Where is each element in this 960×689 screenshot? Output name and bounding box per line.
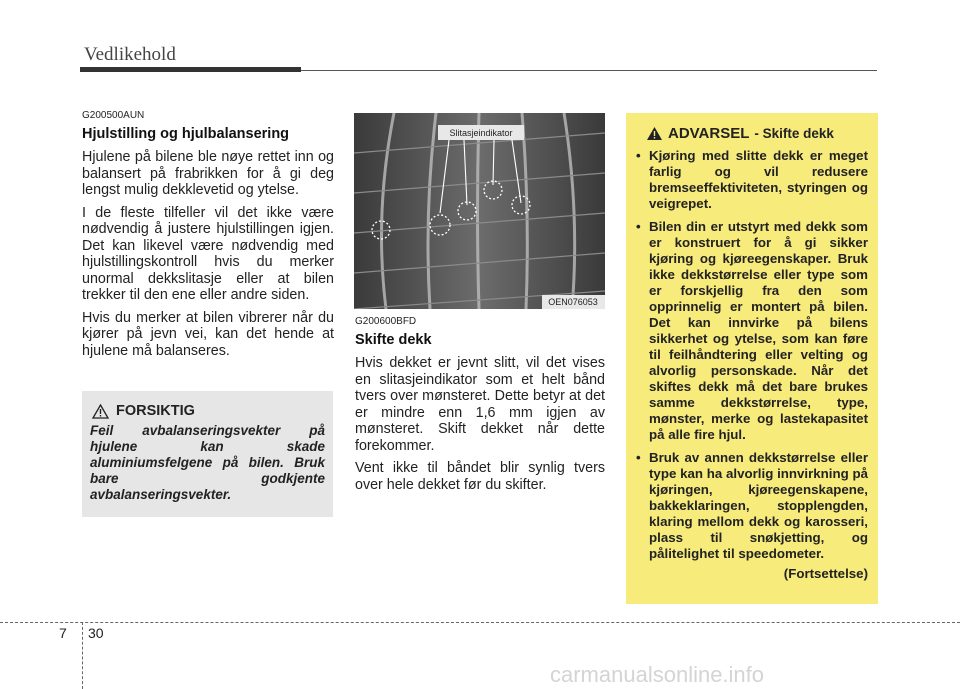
figure-code: OEN076053 [548,297,598,307]
warning-box [626,113,878,604]
continued-label: (Fortsettelse) [783,566,868,581]
section-code: G200500AUN [82,110,145,121]
warning-heading [646,125,868,142]
header-rule-thin [301,70,877,71]
warning-subtitle: - Skifte dekk [754,126,834,141]
paragraph: Hvis dekket er jevnt slitt, vil det vises en slitasjeindikator som et helt bånd tvers over mønsteret. Dette betyr at det er mindre enn 1,6 mm igjen av mønsteret. Skift dekket når dette forekommer. [355,355,605,454]
warning-triangle-icon [646,126,663,141]
paragraph: Vent ikke til båndet blir synlig tvers over hele dekket før du skifter. [355,460,605,493]
warning-title: ADVARSEL [668,125,750,142]
caution-triangle-icon [92,404,109,419]
paragraph: Hjulene på bilene ble nøye rettet inn og balansert på frabrikken for å gi deg lengst mulig dekklevetid og ytelse. [82,149,334,198]
paragraph: I de fleste tilfeller vil det ikke være nødvendig å justere hjulstillingen igjen. Det kan likevel være nødvendig med hjulstillingskontroll hvis du merker unormal dekkslitasje eller at bilen trekker til den ene eller andre siden. [82,204,334,303]
chapter-number: 7 [59,625,67,641]
section-code: G200600BFD [355,316,417,327]
footer-page-divider [82,622,83,689]
watermark: carmanualsonline.info [550,662,765,687]
tire-change-section [355,316,605,499]
section-heading: Hjulstilling og hjulbalansering [82,126,290,142]
caution-box [82,391,333,517]
footer-divider [0,622,960,623]
section-heading: Skifte dekk [355,332,432,348]
caution-title: FORSIKTIG [116,403,195,419]
warning-item: • Bilen din er utstyrt med dekk som er konstruert for å gi sikker kjøring og kjøreegenskaper. Bruk ikke dekkstørrelse eller type som er forskjellig fra den som opprinnelig er montert på bilen. Det kan innvirke på bilens sikkerhet og ytelse, som kan føre til feilhåndtering eller velting og alvorlig personskade. Når det skiftes dekk må det bare brukes samme dekkstørrelse, type, mønster, merke og lastekapasitet på alle fire hjul. [636,219,868,443]
paragraph: Hvis du merker at bilen vibrerer når du kjører på jevn vei, kan det hende at hjulene må balanseres. [82,309,334,359]
caution-heading [92,403,325,419]
caution-text: Feil avbalanseringsvekter på hjulene kan skade aluminiumsfelgene på bilen. Bruk bare godkjente avbalanseringsvekter. [90,423,325,502]
section-title: Vedlikehold [84,44,176,65]
tire-wear-indicator-figure [354,113,605,309]
warning-list [636,148,868,562]
warning-item: • Kjøring med slitte dekk er meget farlig og vil redusere bremseeffektiviteten, styringen og veigrepet. [636,148,868,212]
wheel-alignment-section [82,110,334,365]
page-number: 30 [88,625,104,641]
header-rule-thick [80,67,301,72]
warning-item: • Bruk av annen dekkstørrelse eller type kan ha alvorlig innvirkning på kjøringen, kjøreegenskapene, bakkeklaringen, stopplengden, klaring mellom dekk og karosseri, plass til snøkjetting, og pålitelighet til speedometer. [636,450,868,562]
wear-indicator-label: Slitasjeindikator [449,128,513,138]
